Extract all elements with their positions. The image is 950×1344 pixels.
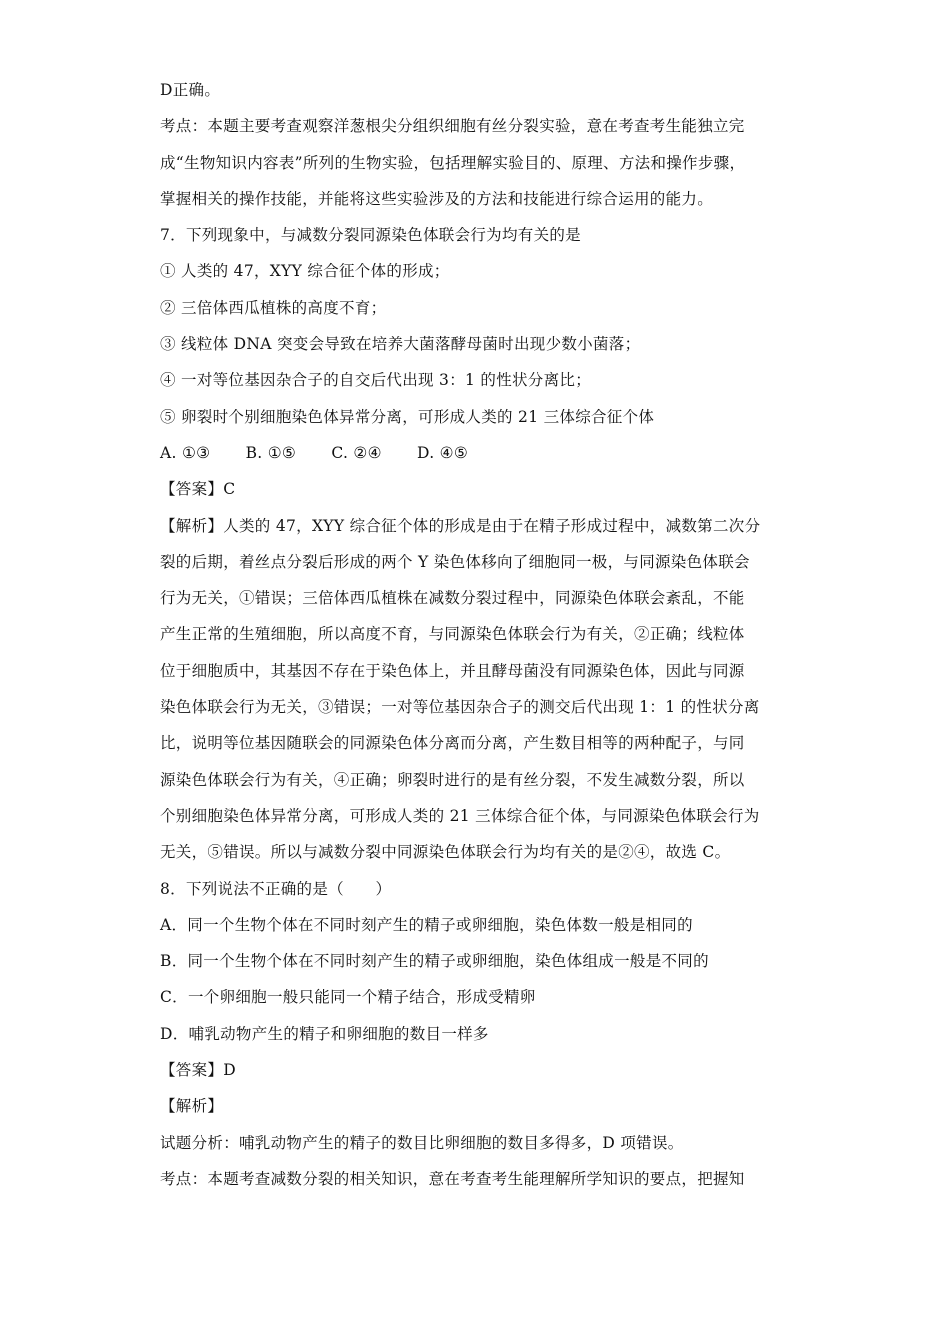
- option-d: D．哺乳动物产生的精子和卵细胞的数目一样多: [160, 1024, 489, 1043]
- option-c: C. ②④: [331, 443, 382, 462]
- option-c: C．一个卵细胞一般只能同一个精子结合，形成受精卵: [160, 988, 536, 1007]
- statement-2: ② 三倍体西瓜植株的高度不育；: [160, 298, 387, 317]
- analysis-line: 裂的后期，着丝点分裂后形成的两个 Y 染色体移向了细胞同一极，与同源染色体联会: [160, 552, 750, 571]
- analysis-line: 行为无关，①错误；三倍体西瓜植株在减数分裂过程中，同源染色体联会紊乱，不能: [160, 589, 745, 608]
- option-d: D. ④⑤: [417, 443, 469, 462]
- analysis-line: 试题分析：哺乳动物产生的精子的数目比卵细胞的数目多得多，D 项错误。: [160, 1133, 684, 1152]
- answer-line: 【答案】C: [160, 480, 236, 499]
- analysis-line: 【解析】人类的 47，XYY 综合征个体的形成是由于在精子形成过程中，减数第二次分: [160, 516, 761, 535]
- option-b: B．同一个生物个体在不同时刻产生的精子或卵细胞，染色体组成一般是不同的: [160, 952, 709, 971]
- analysis-line: 源染色体联会行为有关，④正确；卵裂时进行的是有丝分裂，不发生减数分裂，所以: [160, 770, 745, 789]
- text-line: 考点：本题主要考查观察洋葱根尖分组织细胞有丝分裂实验，意在考查考生能独立完: [160, 117, 745, 136]
- analysis-line: 位于细胞质中，其基因不存在于染色体上，并且酵母菌没有同源染色体，因此与同源: [160, 661, 745, 680]
- option-a: A．同一个生物个体在不同时刻产生的精子或卵细胞，染色体数一般是相同的: [160, 915, 693, 934]
- document-page: [160, 72, 800, 1197]
- statement-1: ① 人类的 47，XYY 综合征个体的形成；: [160, 262, 450, 281]
- text-line: 掌握相关的操作技能，并能将这些实验涉及的方法和技能进行综合运用的能力。: [160, 189, 714, 208]
- analysis-line: 考点：本题考查减数分裂的相关知识，意在考查考生能理解所学知识的要点，把握知: [160, 1169, 745, 1188]
- question-7-options: [160, 435, 800, 471]
- analysis-line: 无关，⑤错误。所以与减数分裂中同源染色体联会行为均有关的是②④，故选 C。: [160, 843, 731, 862]
- text-line: 成“生物知识内容表”所列的生物实验，包括理解实验目的、原理、方法和操作步骤，: [160, 153, 746, 172]
- statement-5: ⑤ 卵裂时个别细胞染色体异常分离，可形成人类的 21 三体综合征个体: [160, 407, 655, 426]
- option-a: A. ①③: [160, 443, 211, 462]
- question-8-stem: 8．下列说法不正确的是（ ）: [160, 879, 392, 898]
- option-b: B. ①⑤: [245, 443, 297, 462]
- analysis-line: 比，说明等位基因随联会的同源染色体分离而分离，产生数目相等的两种配子，与同: [160, 734, 745, 753]
- analysis-line: 染色体联会行为无关，③错误；一对等位基因杂合子的测交后代出现 1：1 的性状分离: [160, 698, 760, 717]
- analysis-line: 产生正常的生殖细胞，所以高度不育，与同源染色体联会行为有关，②正确；线粒体: [160, 625, 745, 644]
- text-line: D正确。: [160, 81, 221, 99]
- analysis-heading: 【解析】: [160, 1097, 224, 1116]
- statement-4: ④ 一对等位基因杂合子的自交后代出现 3：1 的性状分离比；: [160, 371, 592, 390]
- answer-line: 【答案】D: [160, 1061, 236, 1080]
- question-7-stem: 7．下列现象中，与减数分裂同源染色体联会行为均有关的是: [160, 226, 581, 245]
- statement-3: ③ 线粒体 DNA 突变会导致在培养大菌落酵母菌时出现少数小菌落；: [160, 335, 641, 354]
- analysis-line: 个别细胞染色体异常分离，可形成人类的 21 三体综合征个体，与同源染色体联会行为: [160, 806, 760, 825]
